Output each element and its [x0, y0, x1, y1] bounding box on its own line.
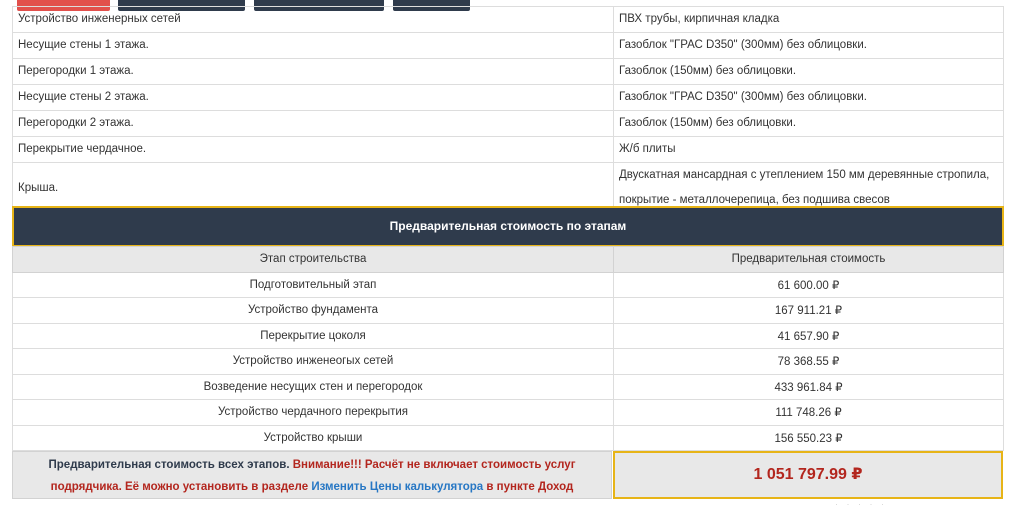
stage-name: Устройство чердачного перекрытия [13, 400, 614, 426]
table-row [13, 425, 1004, 451]
spec-material-line: покрытие - металлочерепица, без подшива свесов [619, 194, 890, 206]
total-row [12, 451, 1004, 499]
stage-name: Устройство фундамента [13, 298, 614, 324]
stage-cost: 433 961.84 ₽ [614, 374, 1004, 400]
spec-material: Ж/б плиты [614, 137, 1004, 163]
total-note [12, 451, 612, 499]
stage-cost: 41 657.90 ₽ [614, 323, 1004, 349]
specification-table [12, 6, 1004, 214]
spec-material-line: Двускатная мансардная с утеплением 150 мм деревянные стропила, [619, 169, 990, 181]
stage-name: Подготовительный этап [13, 272, 614, 298]
stage-name: Возведение несущих стен и перегородок [13, 374, 614, 400]
edit-prices-link[interactable]: Изменить Цены калькулятора [311, 481, 484, 493]
contractor-warning: Внимание!!! Расчёт не включает стоимость услуг подрядчика. Её можно установить в разделе [50, 459, 576, 493]
column-header-cost: Предварительная стоимость [614, 247, 1004, 273]
spec-element: Перегородки 1 этажа. [13, 59, 614, 85]
stage-cost: 167 911.21 ₽ [614, 298, 1004, 324]
spec-material: ПВХ трубы, кирпичная кладка [614, 7, 1004, 33]
total-label: Предварительная стоимость всех этапов. [48, 459, 290, 471]
stage-cost: 156 550.23 ₽ [614, 425, 1004, 451]
stage-name: Устройство крыши [13, 425, 614, 451]
table-row [13, 374, 1004, 400]
stage-cost: 78 368.55 ₽ [614, 349, 1004, 375]
stage-cost: 61 600.00 ₽ [614, 272, 1004, 298]
spec-row [13, 7, 1004, 33]
spec-element: Несущие стены 1 этажа. [13, 33, 614, 59]
spec-row [13, 111, 1004, 137]
table-row [13, 323, 1004, 349]
spec-material: Газоблок (150мм) без облицовки. [614, 111, 1004, 137]
table-row [13, 272, 1004, 298]
stage-cost-table [12, 246, 1004, 451]
warning-tail-prefix: в пункте [486, 481, 535, 493]
stages-section-title: Предварительная стоимость по этапам [12, 206, 1004, 247]
table-row [13, 349, 1004, 375]
spec-element: Устройство инженерных сетей [13, 7, 614, 33]
spec-element: Крыша. [13, 163, 614, 214]
stage-cost: 111 748.26 ₽ [614, 400, 1004, 426]
stage-name: Устройство инженеогых сетей [13, 349, 614, 375]
spec-material: Газоблок "ГРАС D350" (300мм) без облицовки. [614, 85, 1004, 111]
table-row [13, 298, 1004, 324]
total-cost-value: 1 051 797.99 ₽ [613, 451, 1003, 499]
table-row [13, 400, 1004, 426]
spec-material: Газоблок "ГРАС D350" (300мм) без облицовки. [614, 33, 1004, 59]
warning-tail-word: Доход [537, 481, 574, 493]
spec-row [13, 59, 1004, 85]
spec-row [13, 33, 1004, 59]
column-header-stage: Этап строительства [13, 247, 614, 273]
spec-material: Газоблок (150мм) без облицовки. [614, 59, 1004, 85]
spec-row [13, 85, 1004, 111]
spec-element: Несущие стены 2 этажа. [13, 85, 614, 111]
spec-row [13, 137, 1004, 163]
stage-name: Перекрытие цоколя [13, 323, 614, 349]
table-header-row [13, 247, 1004, 273]
spec-element: Перекрытие чердачное. [13, 137, 614, 163]
spec-element: Перегородки 2 этажа. [13, 111, 614, 137]
watermark-decoration: · · · · · [835, 499, 887, 509]
